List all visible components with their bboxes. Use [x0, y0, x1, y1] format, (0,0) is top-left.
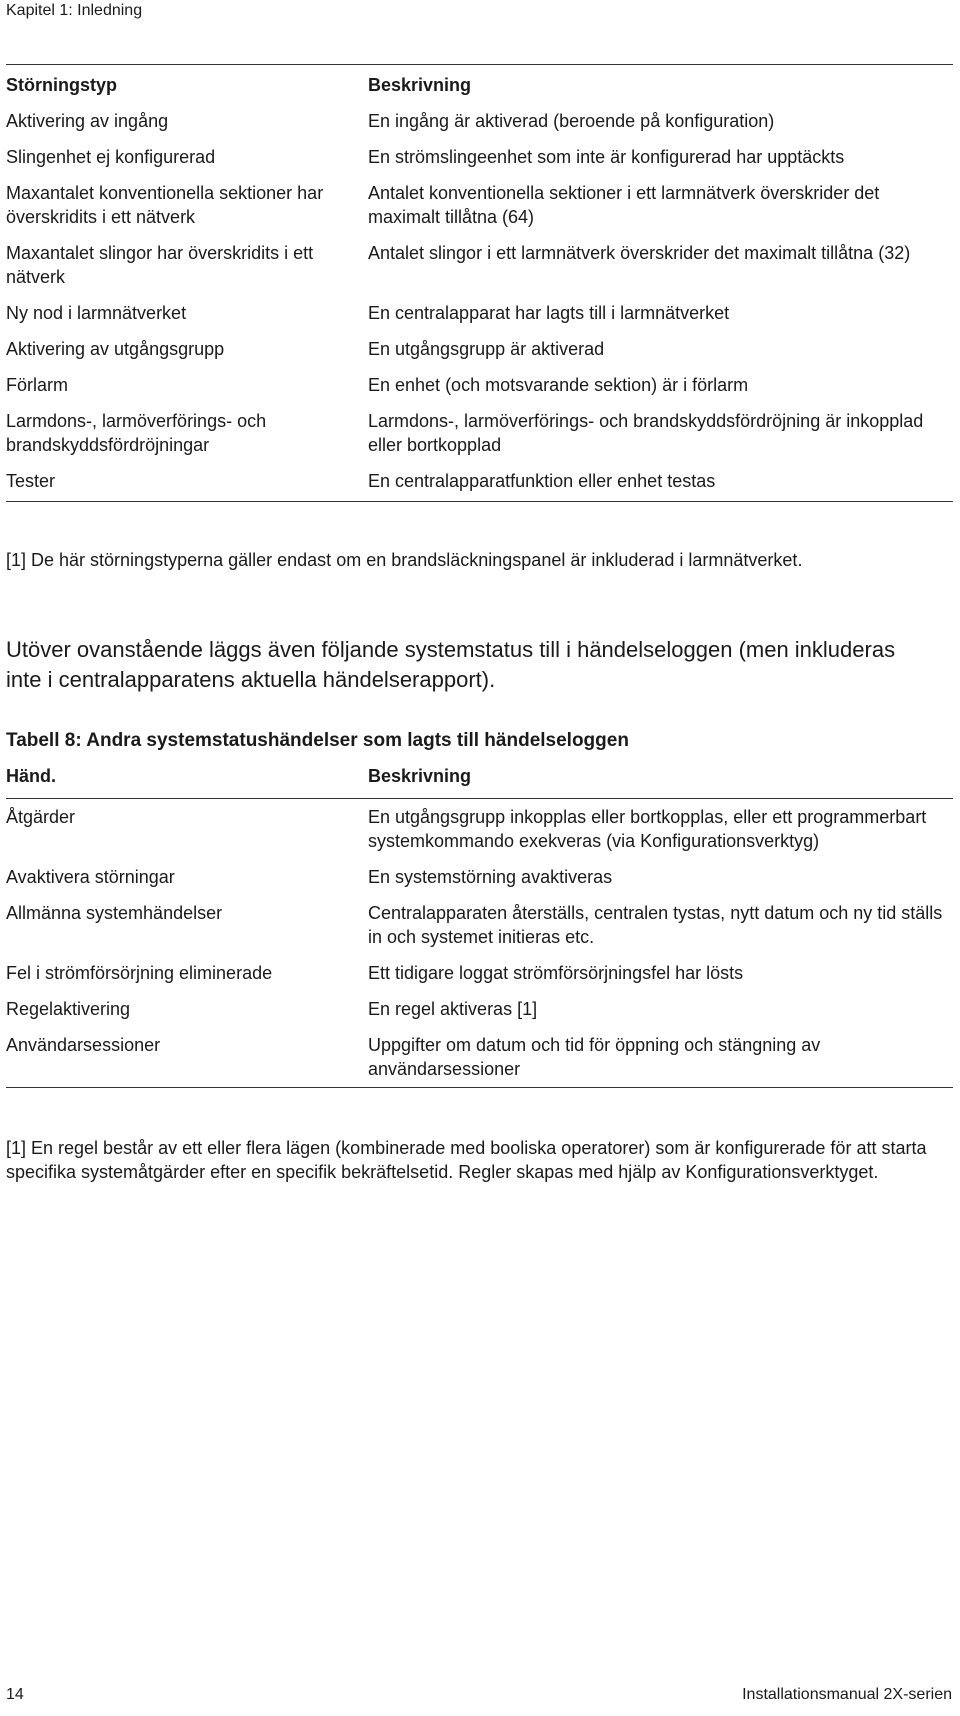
description-cell: Antalet slingor i ett larmnätverk överskrider det maximalt tillåtna (32): [368, 243, 911, 263]
description-cell: En centralapparat har lagts till i larmnätverket: [368, 303, 730, 323]
fault-type-cell: Förlarm: [6, 375, 68, 395]
fault-type-cell: Aktivering av ingång: [6, 111, 169, 131]
table-row: [6, 1027, 953, 1088]
event-cell: Användarsessioner: [6, 1035, 161, 1055]
table-row: [6, 367, 953, 403]
column-header-description: Beskrivning: [368, 75, 472, 95]
event-cell: Allmänna systemhändelser: [6, 903, 223, 923]
table2-footnote: [1] En regel består av ett eller flera lägen (kombinerade med booliska operatorer) som är konfigurerade för att starta specifika systemåtgärder efter en specifik bekräftelsetid. Regler skapas med hjälp av Konfigurationsverktyget.: [6, 1138, 927, 1182]
description-cell: En utgångsgrupp inkopplas eller bortkopplas, eller ett programmerbart systemkommando exekveras (via Konfigurationsverktyg): [368, 807, 927, 851]
description-cell: En systemstörning avaktiveras: [368, 867, 613, 887]
description-cell: En utgångsgrupp är aktiverad: [368, 339, 605, 359]
description-cell: Centralapparaten återställs, centralen tystas, nytt datum och ny tid ställs in och systemet initieras etc.: [368, 903, 943, 947]
description-cell: En enhet (och motsvarande sektion) är i förlarm: [368, 375, 749, 395]
description-cell: Ett tidigare loggat strömförsörjningsfel har lösts: [368, 963, 744, 983]
table-row: [6, 463, 953, 502]
description-cell: En ingång är aktiverad (beroende på konfiguration): [368, 111, 775, 131]
description-cell: En regel aktiveras [1]: [368, 999, 538, 1019]
body-paragraph: Utöver ovanstående läggs även följande systemstatus till i händelseloggen (men inkluderas inte i centralapparatens aktuella händelserapport).: [6, 637, 896, 692]
column-header-description: Beskrivning: [368, 766, 472, 786]
event-cell: Åtgärder: [6, 807, 76, 827]
fault-type-cell: Maxantalet slingor har överskridits i ett nätverk: [6, 243, 314, 287]
description-cell: Antalet konventionella sektioner i ett larmnätverk överskrider det maximalt tillåtna (64): [368, 183, 880, 227]
table-row: [6, 175, 953, 235]
table-row: [6, 403, 953, 463]
event-cell: Regelaktivering: [6, 999, 131, 1019]
table-row: [6, 859, 953, 895]
table-header-row: [6, 65, 953, 104]
table-row: [6, 955, 953, 991]
fault-types-table: [6, 64, 953, 502]
description-cell: Uppgifter om datum och tid för öppning och stängning av användarsessioner: [368, 1035, 821, 1079]
fault-type-cell: Aktivering av utgångsgrupp: [6, 339, 225, 359]
table-row: [6, 139, 953, 175]
table-row: [6, 103, 953, 139]
fault-type-cell: Tester: [6, 471, 56, 491]
event-cell: Avaktivera störningar: [6, 867, 175, 887]
fault-type-cell: Larmdons-, larmöverförings- och brandskyddsfördröjningar: [6, 411, 267, 455]
description-cell: En strömslingeenhet som inte är konfigurerad har upptäckts: [368, 147, 845, 167]
table1-footnote: [1] De här störningstyperna gäller endast om en brandsläckningspanel är inkluderad i larmnätverket.: [6, 550, 803, 570]
manual-title: Installationsmanual 2X-serien: [742, 1686, 952, 1703]
event-cell: Fel i strömförsörjning eliminerade: [6, 963, 273, 983]
table-row: [6, 991, 953, 1027]
table-row: [6, 799, 953, 860]
fault-type-cell: Maxantalet konventionella sektioner har överskridits i ett nätverk: [6, 183, 324, 227]
column-header-event: Händ.: [6, 766, 57, 786]
fault-type-cell: Ny nod i larmnätverket: [6, 303, 187, 323]
page-header-chapter: Kapitel 1: Inledning: [6, 2, 143, 19]
table-row: [6, 295, 953, 331]
column-header-fault-type: Störningstyp: [6, 75, 117, 95]
description-cell: Larmdons-, larmöverförings- och brandskyddsfördröjning är inkopplad eller bortkopplad: [368, 411, 924, 455]
table-row: [6, 331, 953, 367]
table-header-row: [6, 758, 953, 799]
table-row: [6, 895, 953, 955]
fault-type-cell: Slingenhet ej konfigurerad: [6, 147, 216, 167]
system-status-events-table: [6, 758, 953, 1088]
page-number: 14: [6, 1686, 24, 1703]
table2-caption: Tabell 8: Andra systemstatushändelser som lagts till händelseloggen: [6, 730, 629, 751]
table-row: [6, 235, 953, 295]
description-cell: En centralapparatfunktion eller enhet testas: [368, 471, 716, 491]
